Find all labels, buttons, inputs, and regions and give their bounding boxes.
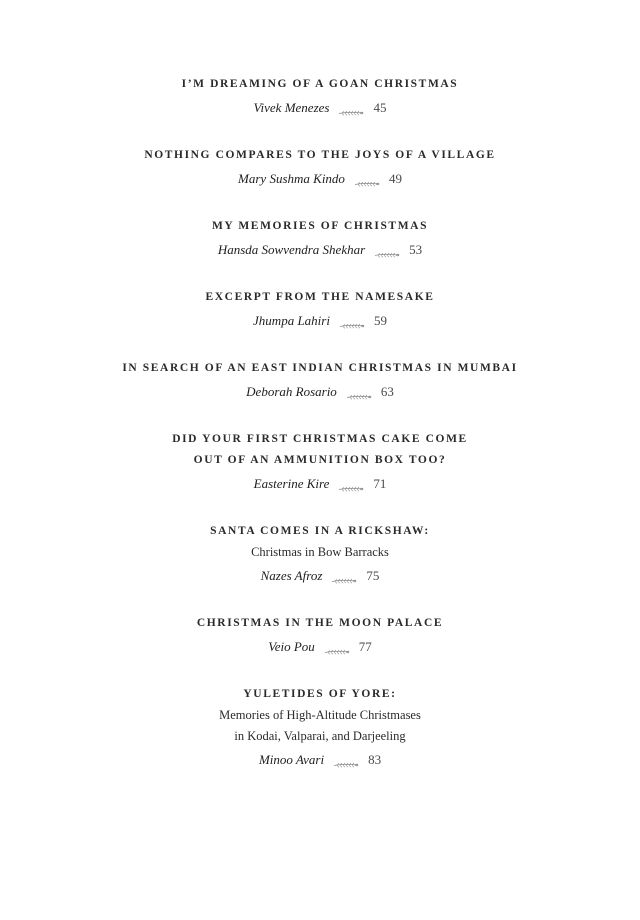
entry-title: OUT OF AN AMMUNITION BOX TOO?: [193, 454, 447, 466]
entry-author: Jhumpa Lahiri: [253, 313, 330, 328]
entry-author: Veio Pou: [268, 639, 315, 654]
entry-title: I’M DREAMING OF A GOAN CHRISTMAS: [181, 78, 459, 90]
entry-title: YULETIDES OF YORE:: [243, 688, 397, 700]
contents-entry: [0, 429, 640, 494]
entry-author: Mary Sushma Kindo: [238, 171, 345, 186]
author-line: [0, 169, 640, 189]
leaf-ornament-icon: [354, 175, 380, 183]
author-line: [0, 240, 640, 260]
entry-page-number[interactable]: 63: [380, 384, 394, 399]
entry-title: MY MEMORIES OF CHRISTMAS: [211, 220, 429, 232]
entry-author: Minoo Avari: [258, 752, 325, 767]
entry-author: Vivek Menezes: [253, 100, 330, 115]
contents-entry: [0, 684, 640, 770]
author-line: [0, 750, 640, 770]
leaf-ornament-icon: [339, 317, 365, 325]
author-line: [0, 311, 640, 331]
author-line: [0, 637, 640, 657]
author-line: [0, 382, 640, 402]
leaf-ornament-icon: [324, 643, 350, 651]
entry-title: IN SEARCH OF AN EAST INDIAN CHRISTMAS IN MUMBAI: [122, 362, 518, 374]
author-line: [0, 474, 640, 494]
leaf-ornament-icon: [374, 246, 400, 254]
entry-page-number[interactable]: 77: [358, 639, 372, 654]
contents-entry: [0, 145, 640, 189]
entry-page-number[interactable]: 45: [373, 100, 387, 115]
contents-list: [0, 74, 640, 770]
leaf-ornament-icon: [331, 572, 357, 580]
contents-entry: [0, 521, 640, 586]
contents-entry: [0, 216, 640, 260]
contents-entry: [0, 358, 640, 402]
leaf-ornament-icon: [346, 388, 372, 396]
entry-subtitle: Memories of High-Altitude Christmases: [219, 708, 421, 722]
entry-page-number[interactable]: 75: [366, 568, 380, 583]
entry-author: Deborah Rosario: [246, 384, 337, 399]
entry-author: Easterine Kire: [253, 476, 330, 491]
entry-title: EXCERPT FROM THE NAMESAKE: [205, 291, 435, 303]
entry-page-number[interactable]: 53: [409, 242, 423, 257]
leaf-ornament-icon: [338, 104, 364, 112]
contents-entry: [0, 74, 640, 118]
entry-page-number[interactable]: 83: [368, 752, 382, 767]
entry-page-number[interactable]: 49: [388, 171, 402, 186]
entry-page-number[interactable]: 59: [373, 313, 387, 328]
leaf-ornament-icon: [333, 756, 359, 764]
entry-title: SANTA COMES IN A RICKSHAW:: [210, 525, 430, 537]
entry-title: CHRISTMAS IN THE MOON PALACE: [196, 617, 444, 629]
entry-author: Nazes Afroz: [260, 568, 323, 583]
contents-entry: [0, 613, 640, 657]
leaf-ornament-icon: [338, 480, 364, 488]
contents-entry: [0, 287, 640, 331]
entry-title: DID YOUR FIRST CHRISTMAS CAKE COME: [172, 433, 468, 445]
entry-title: NOTHING COMPARES TO THE JOYS OF A VILLAGE: [144, 149, 496, 161]
entry-subtitle: Christmas in Bow Barracks: [251, 545, 389, 559]
entry-page-number[interactable]: 71: [373, 476, 387, 491]
author-line: [0, 566, 640, 586]
author-line: [0, 98, 640, 118]
entry-author: Hansda Sowvendra Shekhar: [217, 242, 366, 257]
entry-subtitle: in Kodai, Valparai, and Darjeeling: [234, 729, 406, 743]
